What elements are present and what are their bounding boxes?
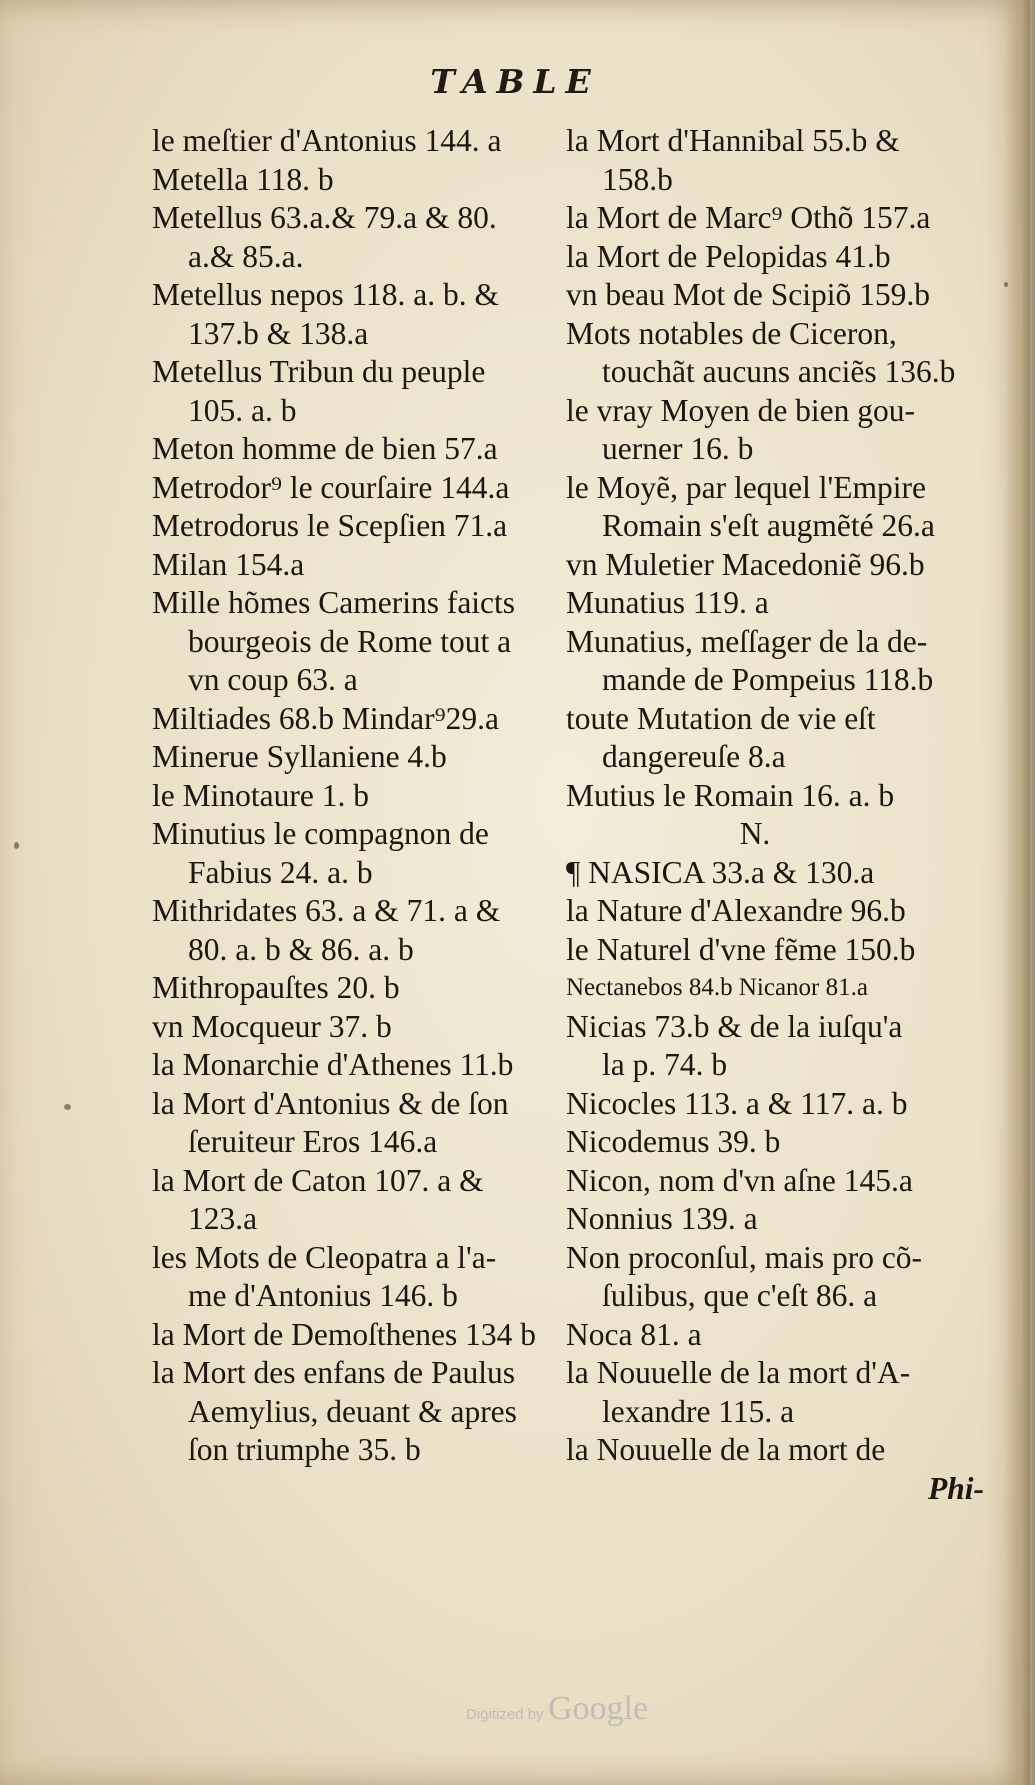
index-entry: Meton homme de bien 57.a	[152, 431, 498, 466]
index-entry: la Mort de Marc⁹ Othõ 157.a	[566, 200, 931, 235]
index-entry: vn beau Mot de Scipiõ 159.b	[566, 277, 930, 312]
index-entry: Mille hõmes Camerins faicts	[152, 585, 516, 620]
index-entry: Metrodor⁹ le courſaire 144.a	[152, 469, 510, 505]
index-entry: la Mort de Caton 107. a &	[152, 1162, 484, 1198]
index-entry: la Mort d'Antonius & de ſon	[152, 1085, 509, 1121]
digitized-watermark	[466, 1690, 648, 1728]
index-entry-continuation: 137.b & 138.a	[188, 315, 369, 351]
watermark-prefix: Digitized by	[466, 1706, 544, 1723]
index-entry: Non proconſul, mais pro cõ-	[566, 1239, 923, 1275]
index-entry: Minerue Syllaniene 4.b	[152, 739, 447, 774]
index-entry: le vray Moyen de bien gou-	[566, 392, 916, 428]
index-entry-continuation: 80. a. b & 86. a. b	[188, 931, 414, 967]
index-entry: Nicias 73.b & de la iuſqu'a	[566, 1008, 903, 1044]
index-entry: le Moyẽ, par lequel l'Empire	[566, 469, 926, 505]
index-entry-continuation: la p. 74. b	[602, 1047, 728, 1082]
index-entry-continuation: Romain s'eſt augmẽté 26.a	[602, 508, 935, 543]
index-entry: Metellus nepos 118. a. b. &	[152, 277, 500, 312]
index-entry: le Naturel d'vne fẽme 150.b	[566, 931, 916, 967]
index-entry: Metrodorus le Scepſien 71.a	[152, 508, 508, 543]
index-entry: toute Mutation de vie eſt	[566, 700, 876, 736]
index-column-left	[152, 122, 558, 1470]
index-entry: Mots notables de Ciceron,	[566, 315, 897, 351]
index-entry-continuation: uerner 16. b	[602, 431, 754, 466]
index-entry: la Monarchie d'Athenes 11.b	[152, 1047, 514, 1082]
index-entry: Nectanebos 84.b Nicanor 81.a	[566, 974, 868, 1001]
index-entry: la Nouuelle de la mort de	[566, 1432, 886, 1467]
index-entry: Metellus Tribun du peuple	[152, 354, 486, 389]
index-entry: Miltiades 68.b Mindar⁹29.a	[152, 700, 499, 736]
index-entry: vn Mocqueur 37. b	[152, 1008, 392, 1044]
index-entry: ¶ NASICA 33.a & 130.a	[566, 854, 875, 890]
index-entry: les Mots de Cleopatra a l'a-	[152, 1239, 497, 1275]
index-entry-continuation: mande de Pompeius 118.b	[602, 662, 934, 697]
index-entry-continuation: bourgeois de Rome tout a	[188, 623, 512, 659]
index-entry: Nonnius 139. a	[566, 1201, 758, 1236]
running-head-title: TABLE	[430, 62, 600, 101]
section-letter-heading: N.	[739, 816, 771, 851]
index-entry-continuation: 158.b	[602, 161, 673, 197]
index-entry-continuation: lexandre 115. a	[602, 1393, 795, 1429]
index-entry-continuation: touchãt aucuns anciẽs 136.b	[602, 354, 956, 389]
index-column-right	[566, 122, 984, 1508]
index-entry: Nicodemus 39. b	[566, 1124, 781, 1159]
index-entry-continuation: ſeruiteur Eros 146.a	[188, 1124, 438, 1159]
index-entry-continuation: me d'Antonius 146. b	[188, 1278, 458, 1313]
index-entry: la Mort de Pelopidas 41.b	[566, 238, 891, 274]
index-entry-continuation: 105. a. b	[188, 392, 297, 428]
index-entry: Nicocles 113. a & 117. a. b	[566, 1085, 908, 1121]
page-gutter-shadow	[1005, 0, 1035, 1785]
index-entry: Mutius le Romain 16. a. b	[566, 777, 895, 813]
index-entry: la Mort d'Hannibal 55.b &	[566, 123, 900, 158]
index-entry-continuation: ſulibus, que c'eſt 86. a	[602, 1278, 878, 1313]
index-entry: Mithropauſtes 20. b	[152, 970, 400, 1005]
index-entry: Metella 118. b	[152, 161, 334, 197]
index-entry: la Mort de Demoſthenes 134 b	[152, 1316, 537, 1352]
index-entry: vn Muletier Macedoniẽ 96.b	[566, 546, 925, 582]
index-entry: Munatius 119. a	[566, 585, 769, 620]
ink-speck	[64, 1104, 71, 1110]
index-entry: Nicon, nom d'vn aſne 145.a	[566, 1162, 913, 1198]
index-entry: Noca 81. a	[566, 1316, 702, 1352]
index-entry-continuation: ſon triumphe 35. b	[188, 1432, 421, 1467]
index-entry: la Nouuelle de la mort d'A-	[566, 1355, 911, 1390]
index-entry: la Mort des enfans de Paulus	[152, 1355, 516, 1390]
index-entry-continuation: vn coup 63. a	[188, 662, 358, 697]
catchword: Phi-	[927, 1470, 984, 1506]
index-entry-continuation: Aemylius, deuant & apres	[188, 1393, 517, 1429]
ink-speck	[14, 842, 19, 849]
index-entry: Minutius le compagnon de	[152, 816, 489, 851]
index-entry: la Nature d'Alexandre 96.b	[566, 893, 906, 928]
index-entry: Munatius, meſſager de la de-	[566, 623, 928, 659]
index-entry: le Minotaure 1. b	[152, 777, 369, 813]
google-logo: Google	[548, 1690, 649, 1727]
index-entry-continuation: dangereuſe 8.a	[602, 739, 786, 774]
index-entry: le meſtier d'Antonius 144. a	[152, 123, 502, 158]
index-entry: Metellus 63.a.& 79.a & 80.	[152, 200, 497, 235]
index-entry: Milan 154.a	[152, 546, 305, 582]
index-entry-continuation: 123.a	[188, 1201, 258, 1236]
index-entry-continuation: a.& 85.a.	[188, 238, 304, 274]
index-entry: Mithridates 63. a & 71. a &	[152, 893, 501, 928]
index-entry-continuation: Fabius 24. a. b	[188, 854, 373, 890]
